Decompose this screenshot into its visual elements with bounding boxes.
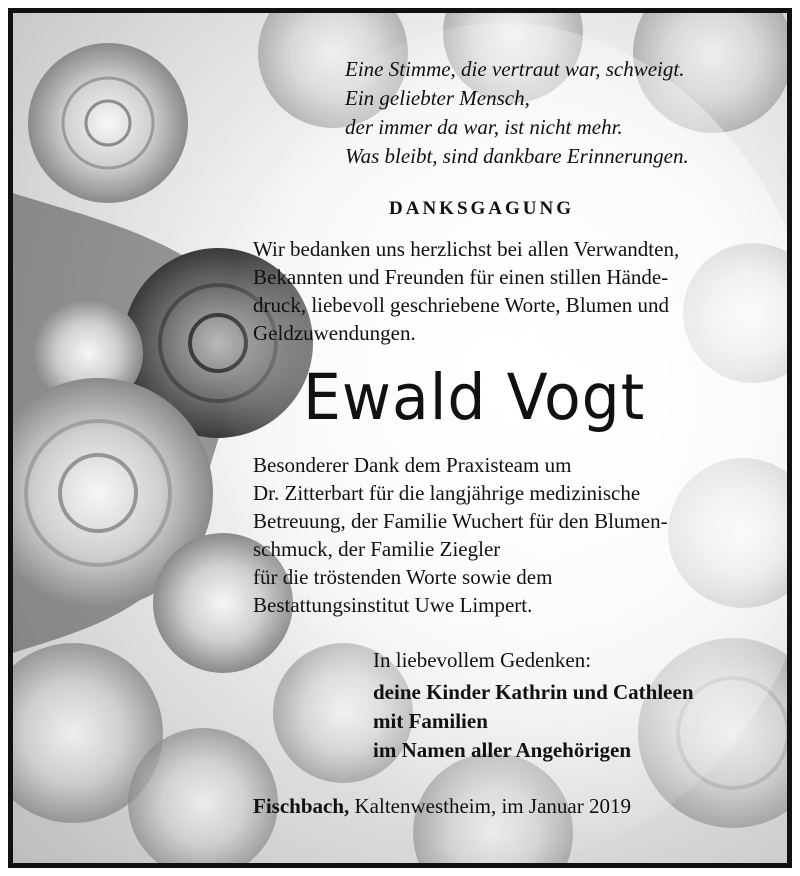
paragraph-line: Bekannten und Freunden für einen stillen Hände- xyxy=(253,265,669,289)
place-name: Fischbach, xyxy=(253,794,350,818)
place-date-rest: Kaltenwestheim, im Januar 2019 xyxy=(349,794,631,818)
poem xyxy=(345,55,689,171)
notice-frame xyxy=(8,8,792,868)
paragraph-line: Bestattungsinstitut Uwe Limpert. xyxy=(253,593,533,617)
paragraph-line: für die tröstenden Worte sowie dem xyxy=(253,565,553,589)
thanks-paragraph xyxy=(253,235,679,347)
paragraph-line: Dr. Zitterbart für die langjährige medizinische xyxy=(253,481,641,505)
signers xyxy=(373,678,694,765)
special-thanks-paragraph xyxy=(253,451,668,619)
gedenken-label: In liebevollem Gedenken: xyxy=(373,648,592,672)
paragraph-line: Wir bedanken uns herzlichst bei allen Verwandten, xyxy=(253,237,680,261)
signer-line: im Namen aller Angehörigen xyxy=(373,738,632,762)
poem-line: Eine Stimme, die vertraut war, schweigt. xyxy=(345,57,685,81)
signer-line: mit Familien xyxy=(373,709,488,733)
poem-line: der immer da war, ist nicht mehr. xyxy=(345,115,623,139)
paragraph-line: Besonderer Dank dem Praxisteam um xyxy=(253,453,572,477)
poem-line: Ein geliebter Mensch, xyxy=(345,86,530,110)
poem-line: Was bleibt, sind dankbare Erinnerungen. xyxy=(345,144,689,168)
heading: DANKSGAGUNG xyxy=(389,198,575,219)
paragraph-line: schmuck, der Familie Ziegler xyxy=(253,537,501,561)
paragraph-line: Betreuung, der Familie Wuchert für den Blumen- xyxy=(253,509,668,533)
place-date-line xyxy=(253,794,631,819)
deceased-name: Ewald Vogt xyxy=(303,361,646,435)
paragraph-line: Geldzuwendungen. xyxy=(253,321,416,345)
paragraph-line: druck, liebevoll geschriebene Worte, Blumen und xyxy=(253,293,670,317)
signer-line: deine Kinder Kathrin und Cathleen xyxy=(373,680,694,704)
